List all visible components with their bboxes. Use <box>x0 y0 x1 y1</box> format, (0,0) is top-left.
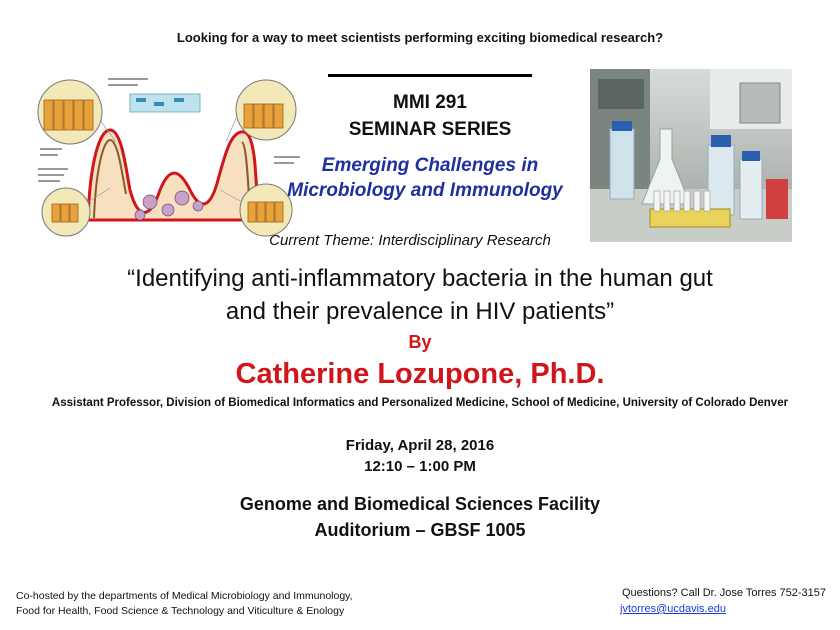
speaker-name: Catherine Lozupone, Ph.D. <box>235 358 605 390</box>
laboratory-photo <box>590 69 792 242</box>
series-subtitle-line1: Emerging Challenges in <box>321 155 539 176</box>
event-time: 12:10 – 1:00 PM <box>364 458 476 475</box>
speaker-affiliation: Assistant Professor, Division of Biomedical Informatics and Personalized Medicine, School of Medicine, University of Colorado Denver <box>51 397 789 409</box>
talk-title-line2: and their prevalence in HIV patients” <box>225 298 615 325</box>
venue-room: Auditorium – GBSF 1005 <box>314 520 526 540</box>
event-date: Friday, April 28, 2016 <box>345 437 495 454</box>
series-theme: Current Theme: Interdisciplinary Research <box>269 232 551 249</box>
series-subtitle-line2: Microbiology and Immunology <box>287 180 563 201</box>
divider-rule <box>328 74 532 77</box>
cohost-line2: Food for Health, Food Science & Technology and Viticulture & Enology <box>16 605 345 617</box>
series-code: MMI 291 <box>393 92 467 113</box>
series-name: SEMINAR SERIES <box>348 119 512 140</box>
talk-title-line1: “Identifying anti-inflammatory bacteria in the human gut <box>127 265 713 292</box>
tagline: Looking for a way to meet scientists performing exciting biomedical research? <box>176 30 664 45</box>
cohost-line1: Co-hosted by the departments of Medical Microbiology and Immunology, <box>16 590 353 602</box>
venue-building: Genome and Biomedical Sciences Facility <box>239 494 601 514</box>
gut-mucosa-diagram <box>30 70 306 238</box>
by-label: By <box>408 332 432 352</box>
contact-email-link[interactable]: jvtorres@ucdavis.edu <box>620 603 726 615</box>
questions-contact: Questions? Call Dr. Jose Torres 752-3157 <box>621 587 826 599</box>
